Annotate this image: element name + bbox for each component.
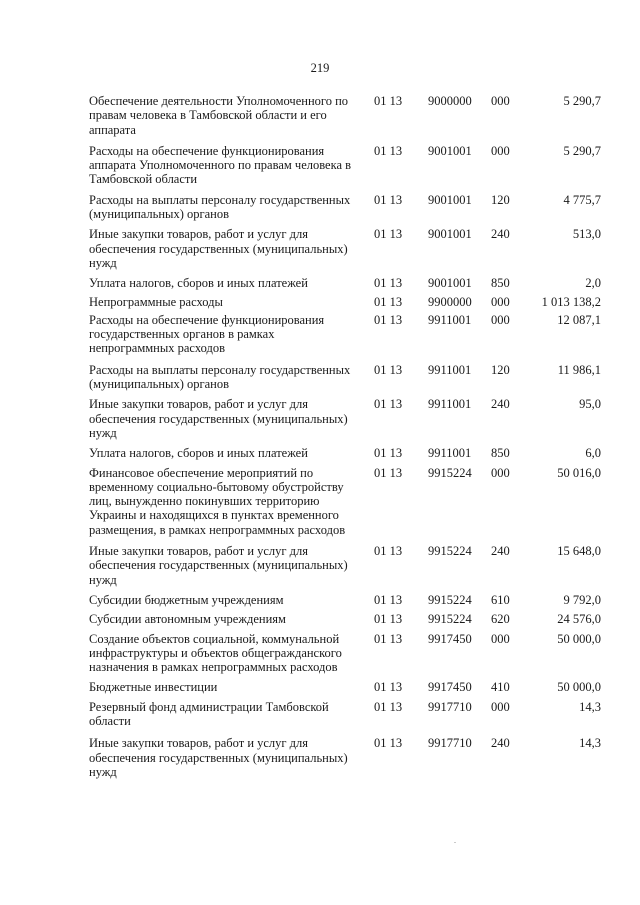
row-description: Резервный фонд администрации Тамбовской области <box>89 699 329 728</box>
row-section-code: 01 13 <box>374 612 403 627</box>
row-expense-type: 000 <box>491 294 510 309</box>
row-amount: 15 648,0 <box>557 544 601 559</box>
row-description: Уплата налогов, сборов и иных платежей <box>89 446 308 461</box>
row-amount: 14,3 <box>579 699 601 714</box>
page-number: 219 <box>310 61 330 75</box>
row-amount: 95,0 <box>579 397 601 412</box>
row-target-article: 9917450 <box>428 680 472 695</box>
row-target-article: 9911001 <box>428 446 472 461</box>
row-expense-type: 410 <box>491 680 510 695</box>
row-expense-type: 240 <box>491 736 510 751</box>
row-section-code: 01 13 <box>374 592 403 607</box>
row-expense-type: 240 <box>491 397 510 412</box>
row-description: Создание объектов социальной, коммунальной инфраструктуры и объектов общегражданского назначения в рамках непрограммных расходов <box>89 631 342 675</box>
row-amount: 14,3 <box>579 736 601 751</box>
row-section-code: 01 13 <box>374 446 403 461</box>
row-target-article: 9000000 <box>428 94 472 108</box>
row-expense-type: 620 <box>491 612 510 627</box>
table-row <box>89 144 601 187</box>
row-target-article: 9915224 <box>428 465 472 480</box>
row-description: Иные закупки товаров, работ и услуг для обеспечения государственных (муниципальных) нужд <box>89 227 348 270</box>
row-target-article: 9911001 <box>428 397 472 412</box>
row-amount: 11 986,1 <box>557 362 601 377</box>
row-target-article: 9917450 <box>428 631 472 646</box>
row-section-code: 01 13 <box>374 143 403 158</box>
row-description: Иные закупки товаров, работ и услуг для обеспечения государственных (муниципальных) нужд <box>89 397 348 440</box>
row-expense-type: 850 <box>491 276 510 291</box>
row-target-article: 9917710 <box>428 699 472 714</box>
row-amount: 5 290,7 <box>563 94 601 108</box>
table-row <box>89 612 601 626</box>
row-description: Иные закупки товаров, работ и услуг для обеспечения государственных (муниципальных) нужд <box>89 736 348 779</box>
row-section-code: 01 13 <box>374 465 403 480</box>
table-row <box>89 94 601 137</box>
row-expense-type: 000 <box>491 465 510 480</box>
table-row <box>89 193 601 222</box>
row-target-article: 9915224 <box>428 544 472 559</box>
table-row <box>89 313 601 356</box>
table-row <box>89 680 601 694</box>
row-description: Обеспечение деятельности Уполномоченного по правам человека в Тамбовской области и его аппарата <box>89 94 349 137</box>
table-row <box>89 466 601 537</box>
row-section-code: 01 13 <box>374 736 403 751</box>
table-row <box>89 363 601 392</box>
row-section-code: 01 13 <box>374 294 403 309</box>
row-target-article: 9001001 <box>428 192 472 207</box>
row-section-code: 01 13 <box>374 631 403 646</box>
row-section-code: 01 13 <box>374 362 403 377</box>
table-row <box>89 700 601 729</box>
row-expense-type: 610 <box>491 592 510 607</box>
row-amount: 4 775,7 <box>563 192 601 207</box>
table-row <box>89 446 601 460</box>
table-row <box>89 736 601 779</box>
row-expense-type: 240 <box>491 227 510 242</box>
row-section-code: 01 13 <box>374 397 403 412</box>
row-amount: 50 000,0 <box>557 680 601 695</box>
row-amount: 2,0 <box>585 276 601 291</box>
row-expense-type: 120 <box>491 192 510 207</box>
table-row <box>89 593 601 607</box>
budget-table <box>89 94 601 779</box>
table-row <box>89 544 601 587</box>
row-target-article: 9911001 <box>428 312 472 327</box>
row-description: Расходы на обеспечение функционирования государственных органов в рамках непрограммных расходов <box>89 312 325 356</box>
table-row <box>89 397 601 440</box>
row-amount: 6,0 <box>585 446 601 461</box>
row-description: Иные закупки товаров, работ и услуг для обеспечения государственных (муниципальных) нужд <box>89 544 348 587</box>
row-description: Расходы на выплаты персоналу государственных (муниципальных) органов <box>89 192 351 222</box>
row-description: Финансовое обеспечение мероприятий по временному социально-бытовому обустройству лиц, вынужденно покинувших территорию Украины и находящихся в пунктах временного размещения, в рамках непрограммных расходов <box>89 465 346 537</box>
row-section-code: 01 13 <box>374 94 403 108</box>
row-target-article: 9001001 <box>428 227 472 242</box>
row-amount: 1 013 138,2 <box>541 294 601 309</box>
row-expense-type: 000 <box>491 631 510 646</box>
row-target-article: 9900000 <box>428 294 472 309</box>
row-section-code: 01 13 <box>374 276 403 291</box>
row-amount: 50 000,0 <box>557 631 601 646</box>
row-amount: 5 290,7 <box>563 143 601 158</box>
row-section-code: 01 13 <box>374 699 403 714</box>
row-description: Субсидии бюджетным учреждениям <box>89 592 284 607</box>
row-description: Расходы на выплаты персоналу государственных (муниципальных) органов <box>89 362 351 392</box>
table-row <box>89 295 601 309</box>
table-row <box>89 227 601 270</box>
row-expense-type: 240 <box>491 544 510 559</box>
row-description: Непрограммные расходы <box>89 294 223 309</box>
row-target-article: 9915224 <box>428 612 472 627</box>
row-expense-type: 000 <box>491 143 510 158</box>
row-description: Субсидии автономным учреждениям <box>89 612 286 627</box>
row-expense-type: 850 <box>491 446 510 461</box>
row-amount: 24 576,0 <box>557 612 601 627</box>
row-target-article: 9911001 <box>428 362 472 377</box>
row-section-code: 01 13 <box>374 544 403 559</box>
row-section-code: 01 13 <box>374 312 403 327</box>
row-description: Уплата налогов, сборов и иных платежей <box>89 276 308 291</box>
table-row <box>89 276 601 290</box>
row-amount: 50 016,0 <box>557 465 601 480</box>
row-target-article: 9917710 <box>428 736 472 751</box>
row-expense-type: 000 <box>491 699 510 714</box>
row-expense-type: 000 <box>491 312 510 327</box>
table-row <box>89 632 601 675</box>
row-target-article: 9915224 <box>428 592 472 607</box>
row-amount: 9 792,0 <box>563 592 601 607</box>
row-target-article: 9001001 <box>428 143 472 158</box>
scan-speck: . <box>454 836 456 845</box>
row-expense-type: 120 <box>491 362 510 377</box>
row-section-code: 01 13 <box>374 227 403 242</box>
row-expense-type: 000 <box>491 94 510 108</box>
row-description: Бюджетные инвестиции <box>89 680 218 695</box>
row-section-code: 01 13 <box>374 680 403 695</box>
row-target-article: 9001001 <box>428 276 472 291</box>
row-amount: 12 087,1 <box>557 312 601 327</box>
row-section-code: 01 13 <box>374 192 403 207</box>
row-description: Расходы на обеспечение функционирования аппарата Уполномоченного по правам человека в Тамбовской области <box>89 143 352 187</box>
row-amount: 513,0 <box>572 227 601 242</box>
